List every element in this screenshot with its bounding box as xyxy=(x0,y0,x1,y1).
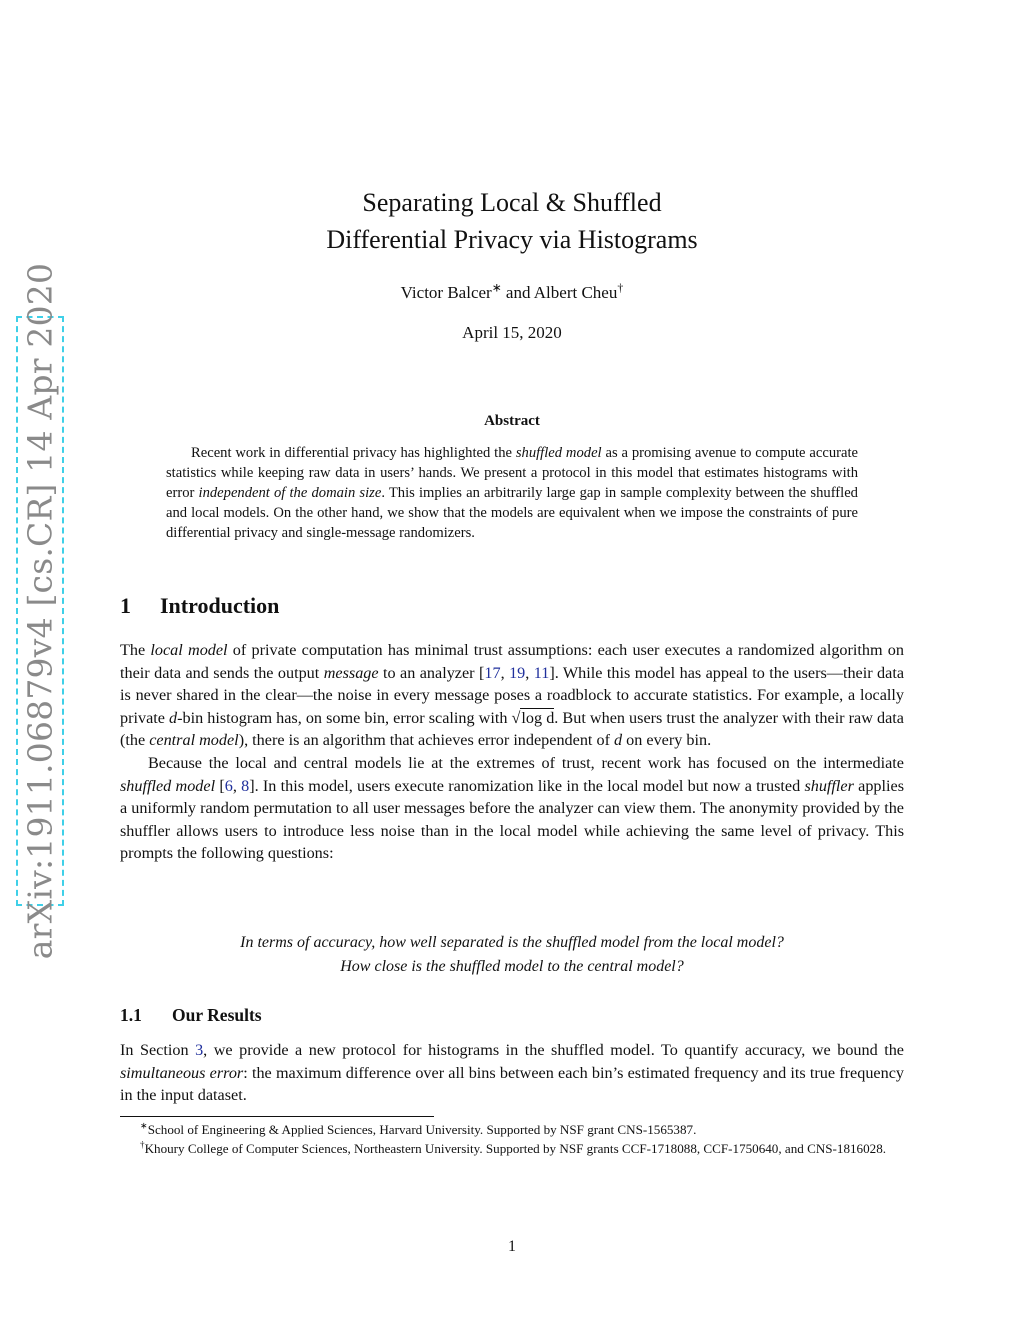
footnotes xyxy=(120,1120,904,1158)
footnote-text: Khoury College of Computer Sciences, Northeastern University. Supported by NSF grants CCF-1718088, CCF-1750640, and CNS-1816028. xyxy=(144,1141,887,1156)
subsection-title: Our Results xyxy=(172,1005,262,1025)
abstract-emphasis: independent of the domain size xyxy=(198,485,382,501)
author-balcer: Victor Balcer xyxy=(400,283,492,302)
research-questions xyxy=(120,931,904,979)
citation-link[interactable]: 17 xyxy=(484,663,501,682)
body-text: The xyxy=(120,641,151,659)
citation-link[interactable]: 19 xyxy=(509,663,526,682)
author-mark-1: ∗ xyxy=(491,280,502,295)
citation-link[interactable]: 6 xyxy=(224,776,233,795)
question-1: In terms of accuracy, how well separated is the shuffled model from the local model? xyxy=(240,934,784,951)
body-text: , xyxy=(500,663,510,682)
intro-paragraph-2 xyxy=(120,752,904,865)
title-line-2: Differential Privacy via Histograms xyxy=(326,225,698,254)
section-ref-link[interactable]: 3 xyxy=(195,1041,204,1059)
abstract-text: . This implies an arbitrarily large gap in sample complexity between the shuffled and local models. On the other hand, we show that the models are equivalent when we impose the constraints of pure differential privacy and single-message randomizers. xyxy=(166,485,858,541)
body-emphasis: shuffler xyxy=(804,776,854,795)
sqrt-body: log d xyxy=(521,708,555,727)
introduction-body xyxy=(120,639,904,865)
author-mark-2: † xyxy=(617,280,624,295)
section-heading-introduction xyxy=(120,593,279,619)
author-line xyxy=(0,280,1024,303)
author-cheu: Albert Cheu xyxy=(533,283,618,302)
body-text: [ xyxy=(215,776,225,795)
body-text: applies a uniformly random permutation to all user messages before the analyzer can view them. The anonymity provided by the shuffler allows users to introduce less noise than in the local model while achieving the same level of privacy. This prompts the following questions: xyxy=(120,776,905,863)
body-emphasis: shuffled model xyxy=(120,776,216,795)
abstract-paragraph xyxy=(166,443,858,543)
sqrt-sign: √ xyxy=(511,708,521,727)
section-title: Introduction xyxy=(160,593,280,618)
body-text: of private computation has minimal trust assumptions: each user executes a randomized algorithm on their data and sends the output xyxy=(120,641,904,682)
author-conjunction: and xyxy=(501,283,534,302)
body-text: In Section xyxy=(120,1041,196,1059)
paper-date: April 15, 2020 xyxy=(462,323,562,342)
abstract-text: as a promising avenue to compute accurate statistics while keeping raw data in users’ hands. We present a protocol in this model that estimates histograms with error xyxy=(166,445,858,501)
body-text: ), there is an algorithm that achieves error independent of xyxy=(238,731,615,750)
title-line-1: Separating Local & Shuffled xyxy=(362,188,662,217)
intro-paragraph-1 xyxy=(120,639,904,752)
footnote-2 xyxy=(120,1139,904,1158)
body-emphasis: central model xyxy=(149,731,239,750)
arxiv-identifier-box xyxy=(16,262,64,960)
abstract-text: Recent work in differential privacy has highlighted the xyxy=(191,445,516,461)
footnote-text: School of Engineering & Applied Sciences, Harvard University. Supported by NSF grant CNS-1565387. xyxy=(147,1122,697,1137)
our-results-body xyxy=(120,1039,904,1107)
body-emphasis: local model xyxy=(150,641,228,659)
abstract-body xyxy=(166,443,858,543)
body-text: , we provide a new protocol for histograms in the shuffled model. To quantify accuracy, we bound the xyxy=(203,1041,904,1059)
page-number: 1 xyxy=(508,1238,516,1255)
abstract-heading: Abstract xyxy=(484,413,540,429)
body-text: , xyxy=(232,776,242,795)
math-variable: d xyxy=(614,731,623,750)
body-text: . But when users trust the analyzer with their raw data (the xyxy=(120,708,904,750)
body-text: to an analyzer [ xyxy=(378,663,485,682)
citation-link[interactable]: 8 xyxy=(241,776,250,795)
question-2: How close is the shuffled model to the central model? xyxy=(340,958,684,975)
body-text: -bin histogram has, on some bin, error scaling with xyxy=(177,708,512,727)
paper-title xyxy=(0,184,1024,258)
citation-link[interactable]: 11 xyxy=(533,663,550,682)
subsection-number: 1.1 xyxy=(120,1005,142,1025)
subsection-heading-our-results xyxy=(120,1005,262,1026)
body-emphasis: message xyxy=(323,663,379,682)
body-emphasis: simultaneous error xyxy=(120,1063,244,1082)
body-text: , xyxy=(525,663,534,682)
arxiv-identifier: arXiv:1911.06879v4 [cs.CR] 14 Apr 2020 xyxy=(20,262,60,960)
abstract-emphasis: shuffled model xyxy=(515,445,602,461)
body-text: on every bin. xyxy=(622,731,712,750)
body-text: ]. While this model has appeal to the users—their data is never shared in the clear—the noise in every message poses a roadblock to accurate statistics. For example, a locally private xyxy=(120,663,905,727)
footnote-1 xyxy=(120,1120,904,1139)
body-text: ]. In this model, users execute ranomization like in the local model but now a trusted xyxy=(249,776,805,795)
body-text: : the maximum difference over all bins between each bin’s estimated frequency and its true frequency in the input dataset. xyxy=(120,1063,904,1105)
footnote-mark: ∗ xyxy=(140,1120,148,1131)
results-paragraph xyxy=(120,1039,904,1107)
body-text: Because the local and central models lie at the extremes of trust, recent work has focused on the intermediate xyxy=(148,753,904,772)
footnote-mark: † xyxy=(140,1139,145,1150)
footnote-divider xyxy=(120,1116,434,1117)
section-number: 1 xyxy=(120,593,131,618)
math-variable: d xyxy=(169,708,178,727)
